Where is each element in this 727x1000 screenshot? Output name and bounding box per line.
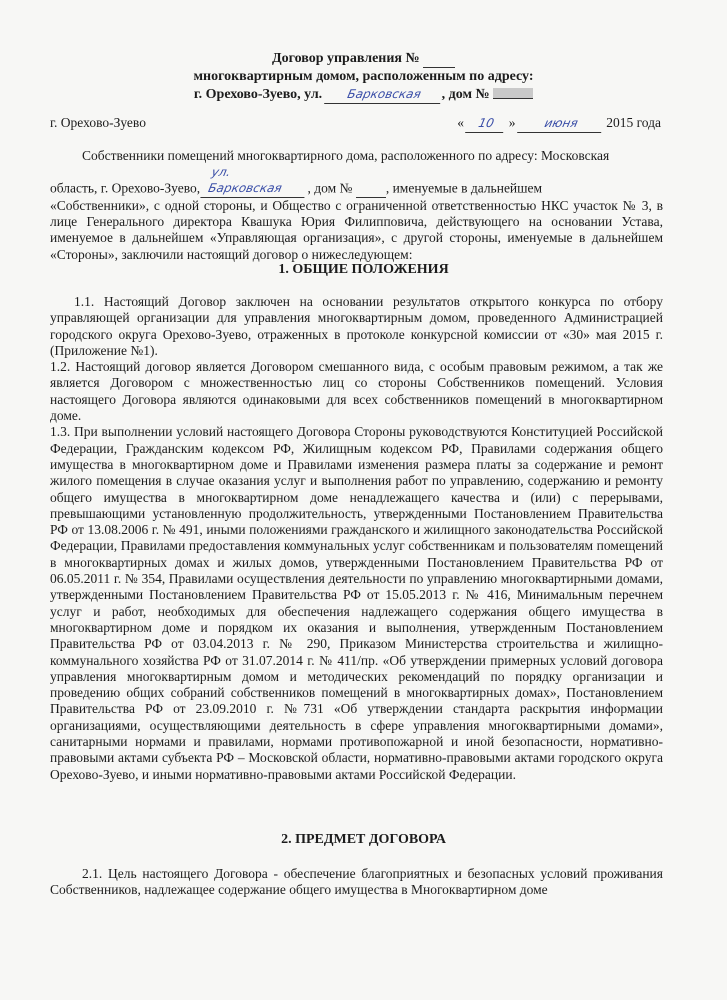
clause-1-1: 1.1. Настоящий Договор заключен на основании результатов открытого конкурса по отбору управляющей организации для управления многоквартирным домом, проведенного Администрацией городского округа Орехово-Зуево, отраженных в протоколе конкурсной комиссии от «30» мая 2015 г. (Приложение №1). xyxy=(50,294,663,358)
title-line-1: Договор управления № xyxy=(271,51,420,66)
preamble-line-2 xyxy=(50,164,663,198)
title-street-prefix: г. Орехово-Зуево, ул. xyxy=(193,87,323,102)
contract-city: г. Орехово-Зуево xyxy=(50,115,146,130)
preamble-house-blank xyxy=(356,181,386,198)
clause-1-2: 1.2. Настоящий договор является Договором смешанного вида, с особым правовым режимом, а так же является Договором с множественностью лиц со стороны Собственников помещений. Условия настоящего Договора являются одинаковыми для всех собственников помещений в многоквартирном доме. xyxy=(50,359,663,424)
handwritten-day: 10 xyxy=(465,115,507,133)
preamble-region: область, г. Орехово-Зуево, xyxy=(50,180,201,196)
preamble-line-1: Собственники помещений многоквартирного дома, расположенного по адресу: Московская xyxy=(82,148,610,163)
handwritten-month: июня xyxy=(517,115,605,133)
section-2-title: 2. ПРЕДМЕТ ДОГОВОРА xyxy=(281,832,446,847)
preamble-named: , именуемые в дальнейшем xyxy=(385,180,543,196)
preamble xyxy=(50,148,663,263)
place-date-line xyxy=(50,114,661,131)
handwritten-street-preamble: ул. Барковская xyxy=(200,164,311,198)
date-year: 2015 года xyxy=(606,115,661,130)
contract-date: « 10 » июня 2015 года xyxy=(457,114,661,133)
title-house-label: , дом № xyxy=(441,87,490,102)
contract-title xyxy=(0,50,727,68)
section-1-body xyxy=(50,294,663,783)
title-line-3 xyxy=(0,86,727,104)
section-2-body xyxy=(50,866,663,899)
preamble-rest: «Собственники», с одной стороны, и Общество с ограниченной ответственностью НКС участок № 3, в лице Генерального директора Квашука Юрия Филипповича, действующего на основании Устава, именуемое в дальнейшем «Управляющая организация», с другой стороны, именуемые в дальнейшем «Стороны», заключили настоящий договор о нижеследующем: xyxy=(50,197,663,262)
title-line-2: многоквартирным домом, расположенным по адресу: xyxy=(193,69,534,84)
section-1-title: 1. ОБЩИЕ ПОЛОЖЕНИЯ xyxy=(278,262,449,277)
preamble-house-label: , дом № xyxy=(307,180,353,196)
handwritten-street: Барковская xyxy=(324,86,444,104)
house-number-redacted xyxy=(493,88,533,99)
contract-number-blank xyxy=(423,50,455,68)
clause-2-1: 2.1. Цель настоящего Договора - обеспечение благоприятных и безопасных условий проживания Собственников, надлежащее содержание общего имущества в Многоквартирном доме xyxy=(50,866,663,898)
clause-1-3: 1.3. При выполнении условий настоящего Договора Стороны руководствуются Конституцией Российской Федерации, Гражданским кодексом РФ, Жилищным кодексом РФ, Правилами содержания общего имущества в многоквартирном доме и Правилами изменения размера платы за содержание и ремонт жилого помещения в случае оказания услуг и выполнения работ по управлению, содержанию и ремонту общего имущества в многоквартирном доме ненадлежащего качества и (или) с перерывами, превышающими установленную продолжительность, утвержденными Постановлением Правительства РФ от 13.08.2006 г. № 491, иными положениями гражданского и жилищного законодательства Российской Федерации, Правилами предоставления коммунальных услуг собственникам и пользователям помещений в многоквартирных домах и жилых домов, утвержденными Постановлением Правительства РФ от 06.05.2011 г. № 354, Правилами осуществления деятельности по управлению многоквартирными домами, утвержденными Постановлением Правительства РФ от 15.05.2013 г. № 416, Минимальным перечнем услуг и работ, необходимых для обеспечения надлежащего содержания общего имущества в многоквартирном доме и порядком их оказания и выполнения, утвержденным Постановлением Правительства РФ от 03.04.2013 г. № 290, Приказом Министерства строительства и жилищно-коммунального хозяйства РФ от 31.07.2014 г. № 411/пр. «Об утверждении примерных условий договора управления многоквартирным домом и методических рекомендаций по порядку организации и проведению общих собраний собственников помещений в многоквартирных домах», Постановлением Правительства РФ от 23.09.2010 г. №731 «Об утверждении стандарта раскрытия информации организациями, осуществляющими деятельность в сфере управления многоквартирными домами», санитарными нормами и правилами, нормами противопожарной и иной безопасности, нормативно-правовыми актами субъекта РФ – Московской области, нормативно-правовыми актами городского округа Орехово-Зуево, и иными нормативно-правовыми актами Российской Федерации. xyxy=(50,424,663,782)
